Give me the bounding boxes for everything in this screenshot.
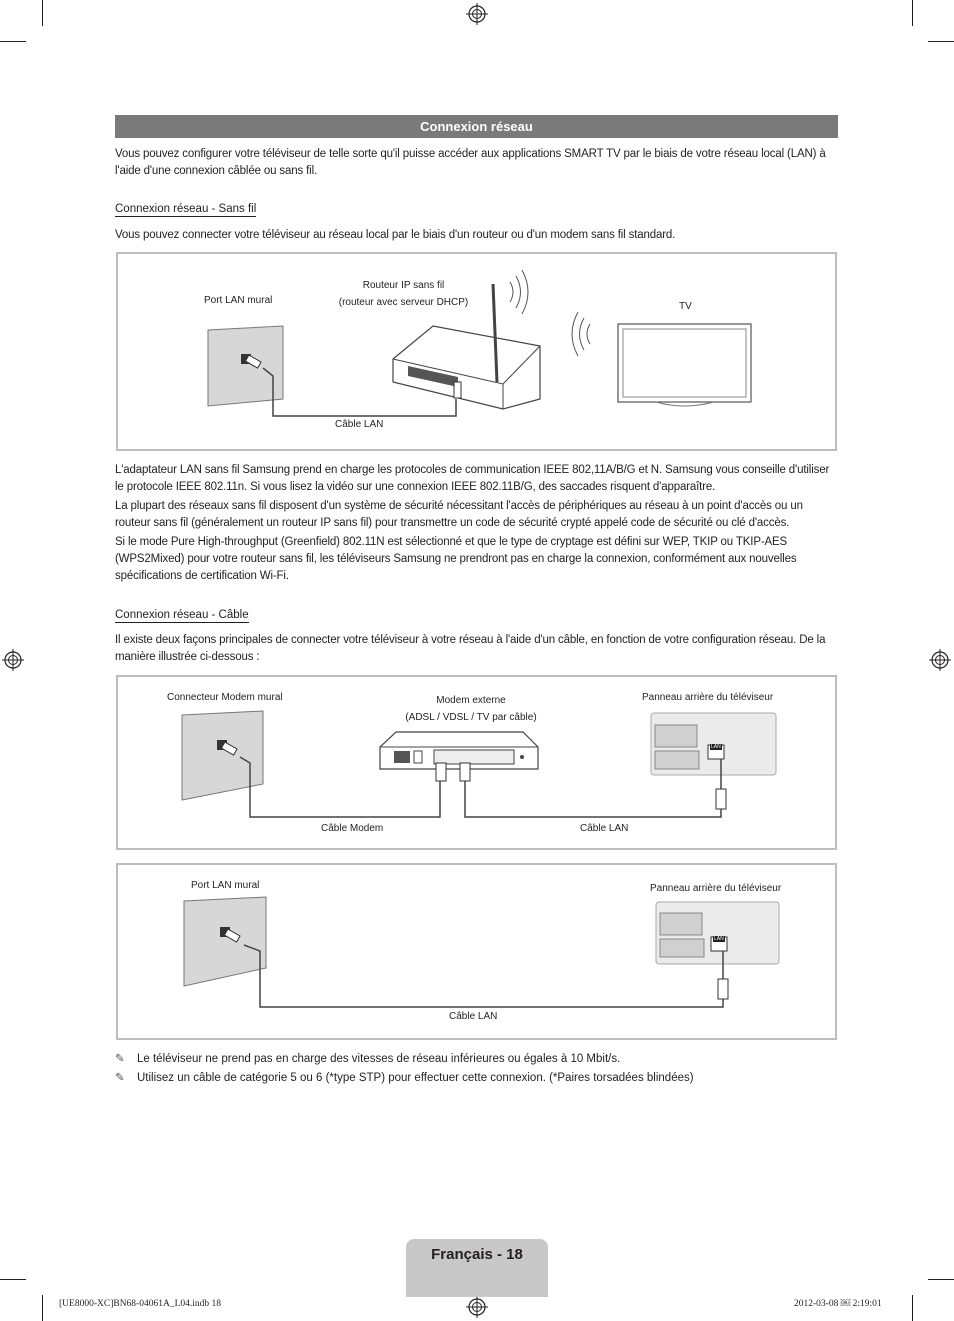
registration-mark-icon bbox=[466, 1296, 488, 1318]
crop-mark bbox=[912, 1295, 913, 1321]
registration-mark-icon bbox=[2, 649, 24, 671]
crop-mark bbox=[928, 1279, 954, 1280]
crop-mark bbox=[912, 0, 913, 26]
wall-modem-label: Connecteur Modem mural bbox=[167, 692, 283, 703]
note-item bbox=[115, 1070, 694, 1084]
wireless-para-2: La plupart des réseaux sans fil disposent d'un système de sécurité nécessitant l'accès de périphériques au réseau à un point d'accès ou un routeur sans fil (généralement un routeur IP sans fil) pour transmettre un code de sécurité crypté appelé code de sécurité ou clé d'accès. bbox=[115, 500, 803, 529]
lan-tag: LAN bbox=[711, 744, 721, 750]
wireless-heading: Connexion réseau - Sans fil bbox=[115, 203, 257, 215]
lan-cable-label: Câble LAN bbox=[449, 1011, 498, 1022]
crop-mark bbox=[42, 1295, 43, 1321]
note-text: Utilisez un câble de catégorie 5 ou 6 (*type STP) pour effectuer cette connexion. (*Paires torsadées blindées) bbox=[137, 1072, 694, 1084]
lan-cable-label: Câble LAN bbox=[580, 823, 629, 834]
date-info: 2012-03-08 ￼ 2:19:01 bbox=[794, 1299, 882, 1309]
file-info: [UE8000-XC]BN68-04061A_L04.indb 18 bbox=[59, 1299, 222, 1309]
wired-modem-diagram bbox=[116, 675, 837, 850]
registration-mark-icon bbox=[929, 649, 951, 671]
wireless-diagram bbox=[116, 252, 837, 451]
intro-text: Vous pouvez configurer votre téléviseur de telle sorte qu'il puisse accéder aux applications SMART TV par le biais de votre réseau local (LAN) à l'aide d'une connexion câblée ou sans fil. bbox=[115, 148, 826, 177]
section-title: Connexion réseau bbox=[115, 115, 838, 138]
tv-label: TV bbox=[679, 301, 692, 312]
wall-port-label: Port LAN mural bbox=[191, 880, 260, 891]
router-label-line1: Routeur IP sans fil bbox=[362, 280, 445, 291]
wall-port-label: Port LAN mural bbox=[204, 295, 273, 306]
note-item bbox=[115, 1051, 620, 1065]
note-text: Le téléviseur ne prend pas en charge des vitesses de réseau inférieures ou égales à 10 Mbit/s. bbox=[137, 1053, 621, 1065]
modem-label-line2: (ADSL / VDSL / TV par câble) bbox=[405, 712, 537, 723]
wireless-para-3: Si le mode Pure High-throughput (Greenfield) 802.11N est sélectionné et que le type de cryptage est défini sur WEP, TKIP ou TKIP-AES (WPS2Mixed) pour votre routeur sans fil, les téléviseurs Samsung ne prendront pas en charge la connexion, conformément aux nouvelles spécifications de certification Wi-Fi. bbox=[115, 536, 797, 582]
tv-panel-label: Panneau arrière du téléviseur bbox=[642, 692, 774, 703]
tv-panel-label: Panneau arrière du téléviseur bbox=[650, 883, 782, 894]
lan-cable-label: Câble LAN bbox=[335, 419, 384, 430]
lan-tag: LAN bbox=[714, 936, 724, 942]
router-label-line2: (routeur avec serveur DHCP) bbox=[338, 297, 469, 308]
wireless-text: Vous pouvez connecter votre téléviseur au réseau local par le biais d'un routeur ou d'un modem sans fil standard. bbox=[115, 229, 676, 241]
registration-mark-icon bbox=[466, 3, 488, 25]
crop-mark bbox=[42, 0, 43, 26]
wired-heading: Connexion réseau - Câble bbox=[115, 609, 249, 621]
crop-mark bbox=[0, 41, 26, 42]
wireless-para-1: L'adaptateur LAN sans fil Samsung prend en charge les protocoles de communication IEEE 802,11A/B/G et N. Samsung vous conseille d'utiliser le protocole IEEE 802.11n. Si vous lisez la vidéo sur une connexion IEEE 802.11B/G, des saccades risquent d'apparaître. bbox=[115, 464, 830, 493]
wired-text: Il existe deux façons principales de connecter votre téléviseur à votre réseau à l'aide d'un câble, en fonction de votre configuration réseau. De la manière illustrée ci-dessous : bbox=[115, 634, 826, 663]
pencil-note-icon: ✎ bbox=[115, 1072, 125, 1084]
crop-mark bbox=[928, 41, 954, 42]
page-number-tab: Français - 18 bbox=[406, 1239, 548, 1297]
pencil-note-icon: ✎ bbox=[115, 1053, 125, 1065]
modem-label-line1: Modem externe bbox=[436, 695, 506, 706]
modem-cable-label: Câble Modem bbox=[321, 823, 384, 834]
crop-mark bbox=[0, 1279, 26, 1280]
wired-lan-diagram bbox=[116, 863, 837, 1040]
